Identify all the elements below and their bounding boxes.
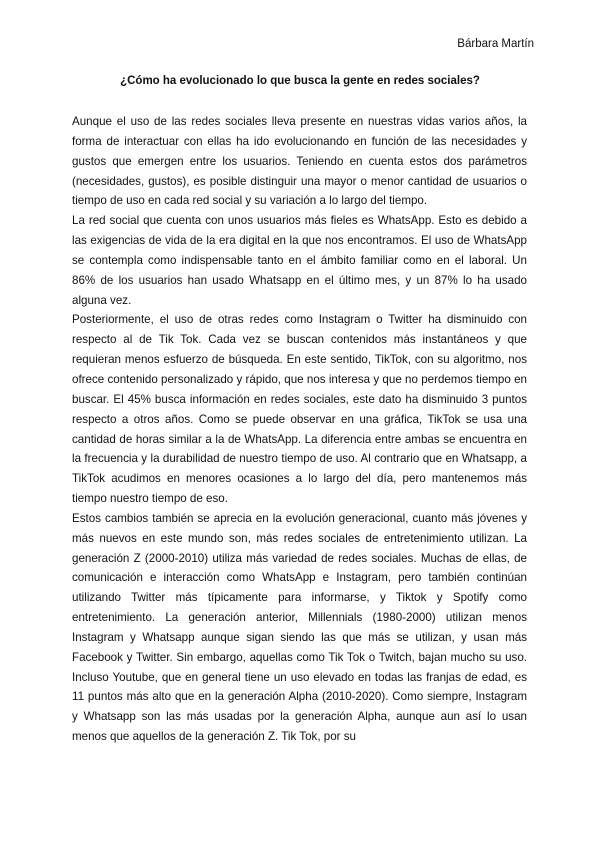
paragraph-intro: Aunque el uso de las redes sociales lleva presente en nuestras vidas varios años, la forma de interactuar con ellas ha ido evolucionando en función de las necesidades y gustos que emergen entre los usuarios. Teniendo en cuenta estos dos parámetros (necesidades, gustos), es posible distinguir una mayor o menor cantidad de usuarios o tiempo de uso en cada red social y su variación a lo largo del tiempo. xyxy=(72,115,527,208)
paragraph-generations: Estos cambios también se aprecia en la evolución generacional, cuanto más jóvenes y más nuevos en este mundo son, más redes sociales de entretenimiento utilizan. La generación Z (2000-2010) utiliza más variedad de redes sociales. Muchas de ellas, de comunicación e interacción como WhatsApp e Instagram, pero también continúan utilizando Twitter más típicamente para informarse, y Tiktok y Spotify como entretenimiento. La generación anterior, Millennials (1980-2000) utilizan menos Instagram y Whatsapp aunque sigan siendo las que más se utilizan, y usan más Facebook y Twitter. Sin embargo, aquellas como Tik Tok o Twitch, bajan mucho su uso. Incluso Youtube, que en general tiene un uso elevado en todas las franjas de edad, es 11 puntos más alto que en la generación Alpha (2010-2020). Como siempre, Instagram y Whatsapp son las más usadas por la generación Alpha, aunque aun así lo usan menos que aquellos de la generación Z. Tik Tok, por su xyxy=(72,511,527,744)
author-name: Bárbara Martín xyxy=(457,38,534,50)
document-body xyxy=(72,112,527,747)
paragraph-tiktok: Posteriormente, el uso de otras redes como Instagram o Twitter ha disminuido con respecto al de Tik Tok. Cada vez se buscan contenidos más instantáneos y que requieran menos esfuerzo de búsqueda. En este sentido, TikTok, con su algoritmo, nos ofrece contenido personalizado y rápido, que nos interesa y que no perdemos tiempo en buscar. El 45% busca información en redes sociales, este dato ha disminuido 3 puntos respecto a otros años. Como se puede observar en una gráfica, TikTok se usa una cantidad de horas similar a la de WhatsApp. La diferencia entre ambas se encuentra en la frecuencia y la durabilidad de nuestro tiempo de uso. Al contrario que en Whatsapp, a TikTok acudimos en menores ocasiones a lo largo del día, pero mantenemos más tiempo nuestro tiempo de eso. xyxy=(72,313,527,506)
paragraph-whatsapp: La red social que cuenta con unos usuarios más fieles es WhatsApp. Esto es debido a las exigencias de vida de la era digital en la que nos encontramos. El uso de WhatsApp se contempla como indispensable tanto en el ámbito familiar como en el laboral. Un 86% de los usuarios han usado Whatsapp en el último mes, y un 87% lo ha usado alguna vez. xyxy=(72,214,527,307)
page-title: ¿Cómo ha evolucionado lo que busca la gente en redes sociales? xyxy=(120,75,480,87)
